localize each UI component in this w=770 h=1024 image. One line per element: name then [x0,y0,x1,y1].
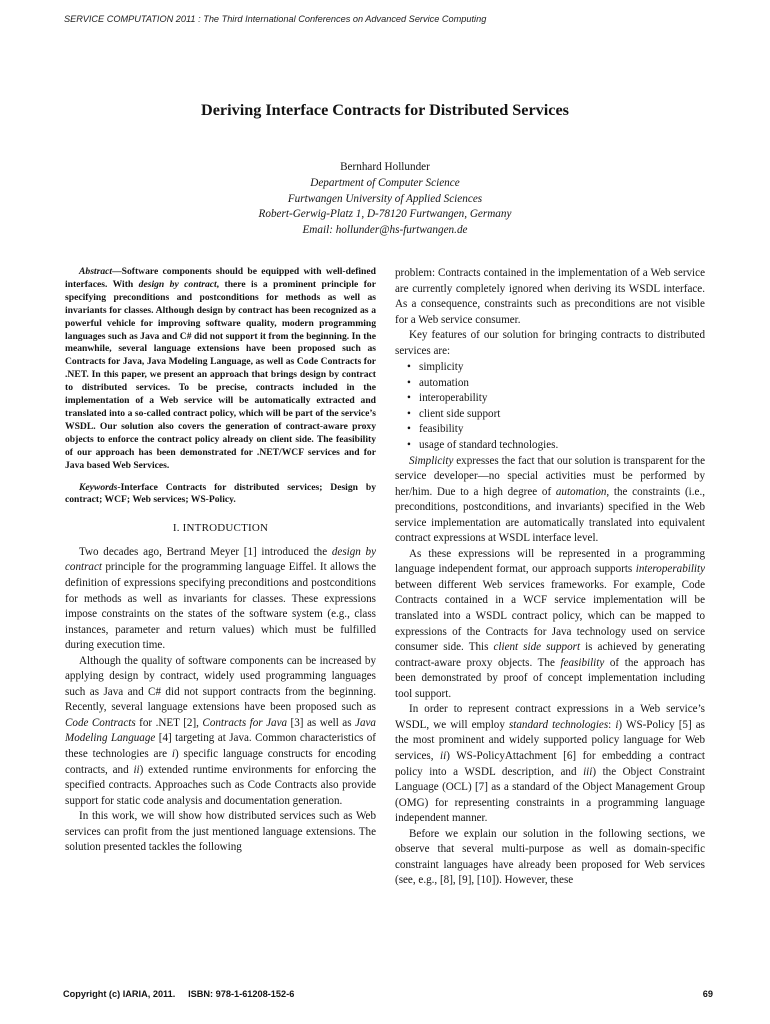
affiliation-university: Furtwangen University of Applied Sciences [287,192,483,205]
author-name: Bernhard Hollunder [340,161,430,173]
intro-paragraph-1: Two decades ago, Bertrand Meyer [1] introduced the design by contract principle for the programming language Eiffel. It allows the definition of expressions specifying preconditions and postconditions for methods as well as invariants for classes. These expressions impose constraints on the states of the software system (e.g., class instances, parameter and return values) which must be fulfilled during execution time. [65,545,376,652]
key-features-intro: Key features of our solution for bringing contracts to distributed services are: [395,329,705,357]
section-heading-introduction: I. INTRODUCTION [172,522,269,535]
abstract: Abstract—Software components should be equipped with well-defined interfaces. With design by contract, there is a prominent principle for specifying preconditions and postconditions for methods as well as invariants for classes. Although design by contract has been recognized as a powerful vehicle for improving software quality, modern programming languages such as Java and C# did not support it from the beginning. In the meanwhile, several language extensions have been proposed such as Contracts for Java, Java Modeling Language, as well as Code Contracts for .NET. In this paper, we present an approach that brings design by contract to distributed services. To be precise, contracts included in the implementation of a Web service will be automatically extracted and translated into a so-called contract policy, which will be part of the service’s WSDL. Our solution also covers the generation of contract-aware proxy objects to enforce the contract policy already on client side. The feasibility of our approach has been demonstrated for .NET/WCF services and for Java based Web Services. [65,266,376,471]
author-block [0,160,770,239]
continued-paragraph: problem: Contracts contained in the implementation of a Web service are currently completely ignored when deriving its WSDL interface. As a consequence, constraints such as preconditions are not visible for a Web service consumer. [395,267,705,326]
list-item: • feasibility [407,423,464,436]
standards-paragraph: In order to represent contract expressions in a Web service’s WSDL, we will employ standard technologies: i) WS-Policy [5] as the most prominent and widely supported policy language for Web services, ii) WS-PolicyAttachment [6] for embedding a contract policy into a WSDL description, and iii) the Object Constraint Language (OCL) [7] as a standard of the Object Management Group (OMG) for representing constraints in a programming language independent manner. [395,703,705,825]
page-number: 69 [702,989,713,999]
related-work-paragraph: Before we explain our solution in the following sections, we observe that several multi-purpose as well as domain-specific constraint languages have already been proposed for Web services (see, e.g., [8], [9], [10]). However, these [395,827,705,887]
paper-title: Deriving Interface Contracts for Distributed Services [201,101,569,119]
keywords-label: Keywords [79,481,118,493]
list-item: • simplicity [407,361,464,374]
feature-list [395,360,705,453]
left-column [65,266,376,856]
intro-paragraph-3: In this work, we will show how distributed services such as Web services can profit from the just mentioned language extensions. The solution presented tackles the following [65,810,376,854]
affiliation-address: Robert-Gerwig-Platz 1, D-78120 Furtwangen, Germany [258,208,512,221]
intro-paragraph-2: Although the quality of software components can be increased by applying design by contract, widely used programming languages such as Java and C# did not support contracts from the beginning. Recently, several language extensions have been proposed such as Code Contracts for .NET [2], Contracts for Java [3] as well as Java Modeling Language [4] targeting at Java. Common characteristics of these technologies are i) specific language constructs for encoding contracts, and ii) extended runtime environments for enforcing the specified contracts. Approaches such as Code Contracts also provide support for static code analysis and documentation generation. [65,654,377,807]
right-column [395,266,705,889]
list-item: • client side support [407,407,501,420]
list-item: • interoperability [407,392,488,405]
abstract-label: Abstract [79,266,113,277]
keywords: Keywords-Interface Contracts for distributed services; Design by contract; WCF; Web services; WS-Policy. [65,481,376,506]
footer-copyright: Copyright (c) IARIA, 2011. ISBN: 978-1-61208-152-6 [63,989,295,999]
interoperability-paragraph: As these expressions will be represented in a programming language independent format, our approach supports interoperability between different Web services frameworks. For example, Code Contracts contained in a WCF service implementation will be translated into a WSDL contract policy, which can be mapped to expressions of the Contracts for Java technology used on service consumer side. This client side support is achieved by generating contract-aware proxy objects. The feasibility of the approach has been demonstrated by proof of concept implementation including tool support. [395,547,706,700]
list-item: • automation [407,376,469,389]
affiliation-email: Email: hollunder@hs-furtwangen.de [302,224,468,237]
list-item: • usage of standard technologies. [407,439,559,452]
running-header: SERVICE COMPUTATION 2011 : The Third International Conferences on Advanced Service Computing [64,14,487,24]
simplicity-paragraph: Simplicity expresses the fact that our solution is transparent for the service developer—no special activities must be performed by her/him. Due to a high degree of automation, the constraints (i.e., preconditions, postconditions, and invariants) specified in the Web service implementation are automatically translated into equivalent contract expressions at WSDL interface level. [395,454,705,545]
affiliation-department: Department of Computer Science [310,176,460,189]
